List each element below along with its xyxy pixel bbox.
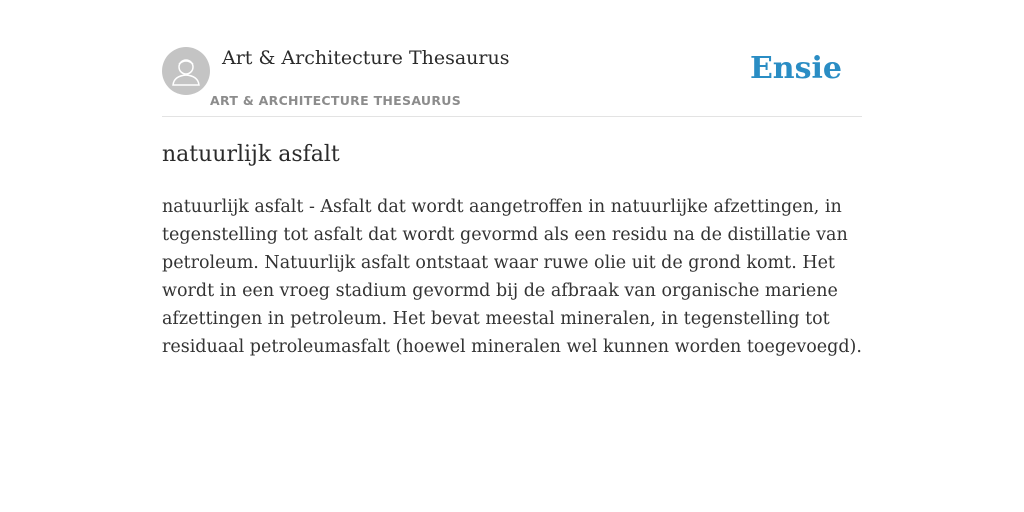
entry-definition: natuurlijk asfalt - Asfalt dat wordt aangetroffen in natuurlijke afzettingen, in tegenstelling tot asfalt dat wordt gevormd als een residu na de distillatie van petroleum. Natuurlijk asfalt ontstaat waar ruwe olie uit de grond komt. Het wordt in een vroeg stadium gevormd bij de afbraak van organische mariene afzettingen in petroleum. Het bevat meestal mineralen, in tegenstelling tot residuaal petroleumasfalt (hoewel mineralen wel kunnen worden toegevoegd).: [162, 197, 862, 357]
entry-card: [162, 0, 862, 512]
avatar[interactable]: [162, 47, 210, 95]
ensie-logo-link[interactable]: Ensie: [749, 51, 842, 86]
author-name-link[interactable]: Art & Architecture Thesaurus: [222, 47, 510, 69]
user-silhouette-icon: [162, 47, 210, 95]
author-subtitle: ART & ARCHITECTURE THESAURUS: [210, 93, 462, 108]
entry-title: natuurlijk asfalt: [162, 142, 340, 167]
entry-header: [162, 0, 862, 117]
